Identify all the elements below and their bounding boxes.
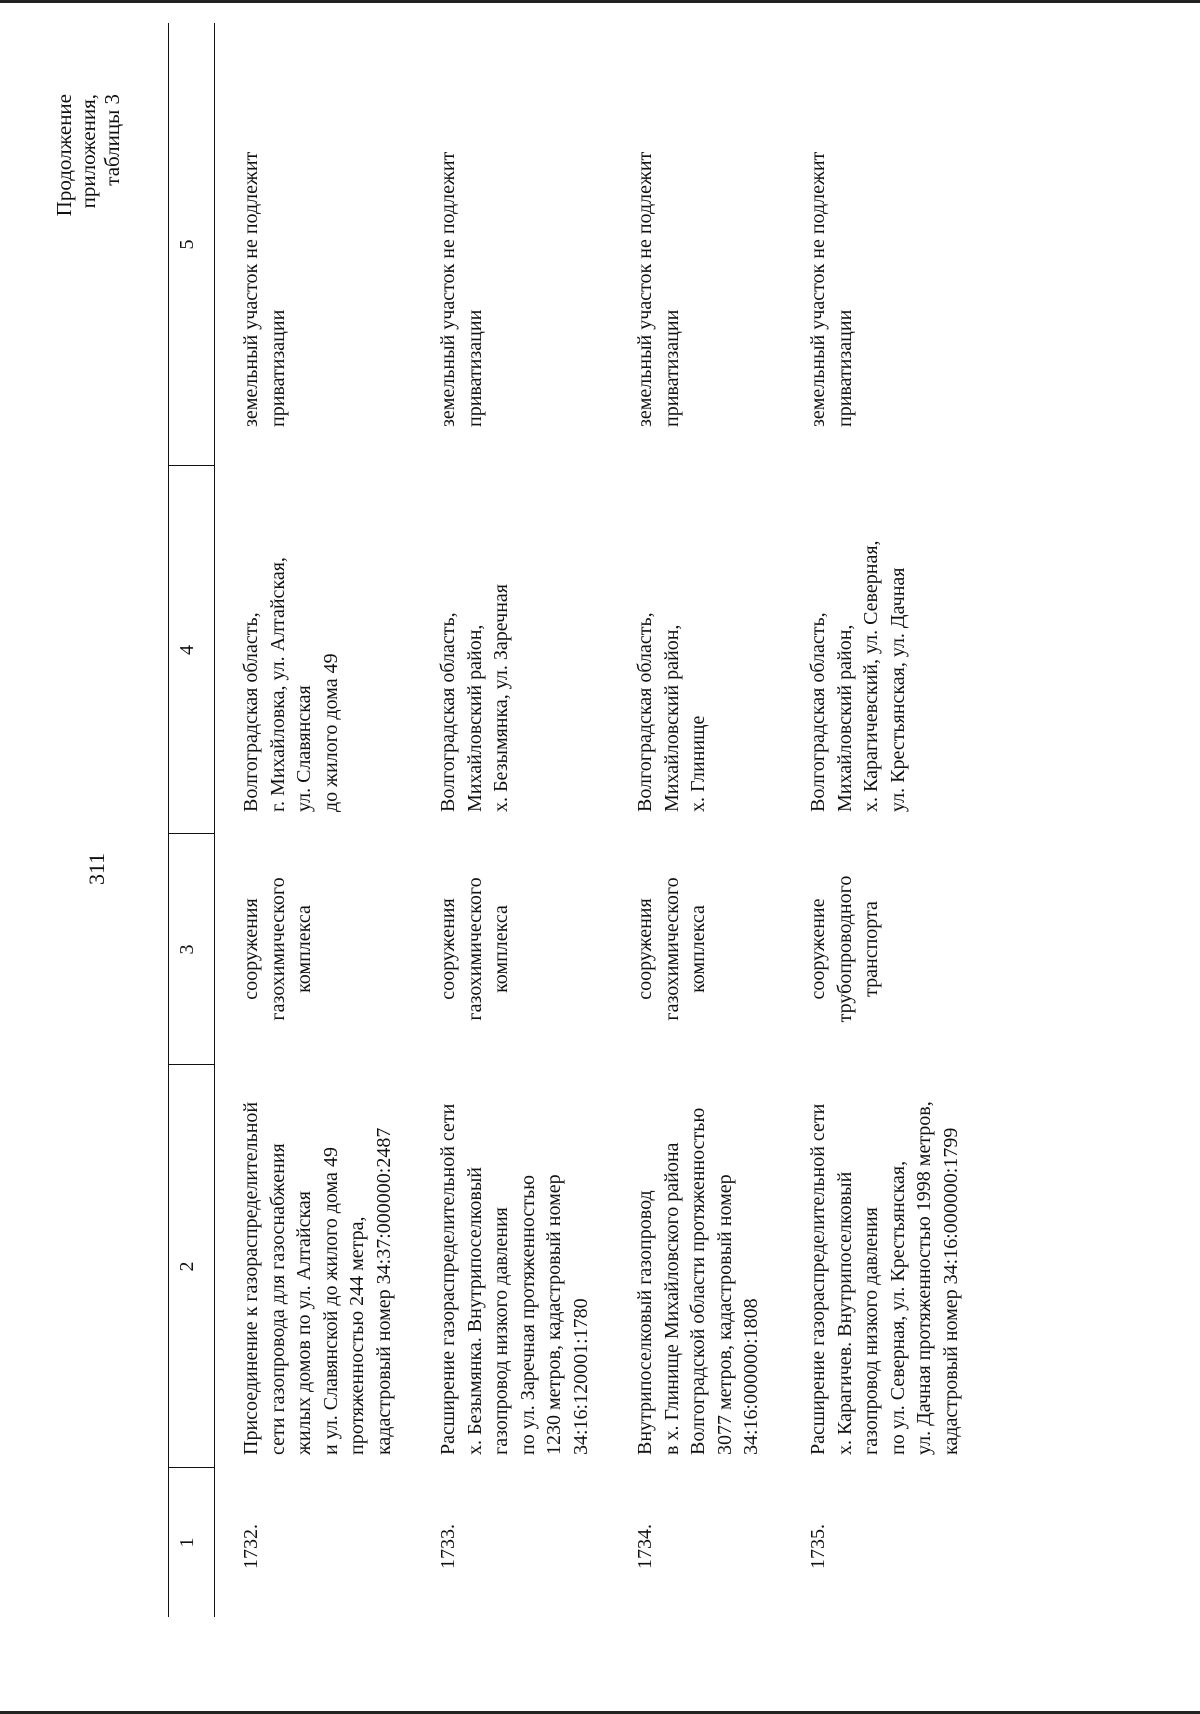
row-number: 1735. (807, 1524, 829, 1569)
object-address: Волгоградская область, Михайловский район, х. Глинище (634, 612, 709, 812)
continuation-line-1: Продолжение приложения, (52, 94, 100, 217)
object-description: Расширение газораспределительной сети х. Безымянка. Внутрипоселковый газопровод низкого давления по ул. Заречная протяженностью 1230 метров, кадастровый номер 34:16:120001:1780 (437, 1103, 592, 1455)
object-type: сооружения газохимического комплекса (240, 877, 315, 1021)
continuation-caption (52, 94, 124, 284)
row-number: 1733. (437, 1524, 459, 1569)
object-type: сооружения газохимического комплекса (437, 877, 512, 1021)
object-type: сооружение трубопроводного транспорта (807, 875, 882, 1023)
row-number: 1732. (240, 1524, 262, 1569)
object-description: Расширение газораспределительной сети х. Карагичев. Внутрипоселковый газопровод низкого давления по ул. Северная, ул. Крестьянская, ул. Дачная протяженностью 1998 метров, кадастровый номер 34:16:000000:1799 (807, 1101, 962, 1455)
object-type: сооружения газохимического комплекса (634, 877, 709, 1021)
privatization-note: земельный участок не подлежит приватизации (634, 151, 683, 427)
column-header-4: 4 (176, 645, 198, 655)
object-description: Присоединение к газораспределительной сети газопровода для газоснабжения жилых домов по ул. Алтайская и ул. Славянской до жилого дома 49 протяженностью 244 метра, кадастровый номер 34:37:000000:2487 (240, 1101, 395, 1455)
object-address: Волгоградская область, г. Михайловка, ул. Алтайская, ул. Славянская до жилого дома 49 (240, 557, 342, 812)
column-header-2: 2 (176, 1261, 198, 1272)
table-header-rule (214, 23, 215, 1617)
object-description: Внутрипоселковый газопровод в х. Глинище Михайловского района Волгоградской области протяженностью 3077 метров, кадастровый номер 34:16:000000:1808 (634, 1107, 762, 1455)
column-header-5: 5 (176, 239, 198, 250)
table-top-rule (168, 23, 169, 1617)
object-address: Волгоградская область, Михайловский район, х. Безымянка, ул. Заречная (437, 583, 512, 812)
privatization-note: земельный участок не подлежит приватизации (437, 151, 486, 427)
object-address: Волгоградская область, Михайловский район, х. Карагичевский, ул. Северная, ул. Крестьянская, ул. Дачная (807, 540, 909, 812)
column-header-1: 1 (176, 1537, 198, 1548)
continuation-line-2: таблицы 3 (100, 94, 124, 186)
page-number: 311 (84, 852, 109, 885)
row-number: 1734. (634, 1524, 656, 1569)
privatization-note: земельный участок не подлежит приватизации (240, 151, 289, 427)
privatization-note: земельный участок не подлежит приватизации (807, 151, 856, 427)
column-header-3: 3 (176, 944, 198, 955)
